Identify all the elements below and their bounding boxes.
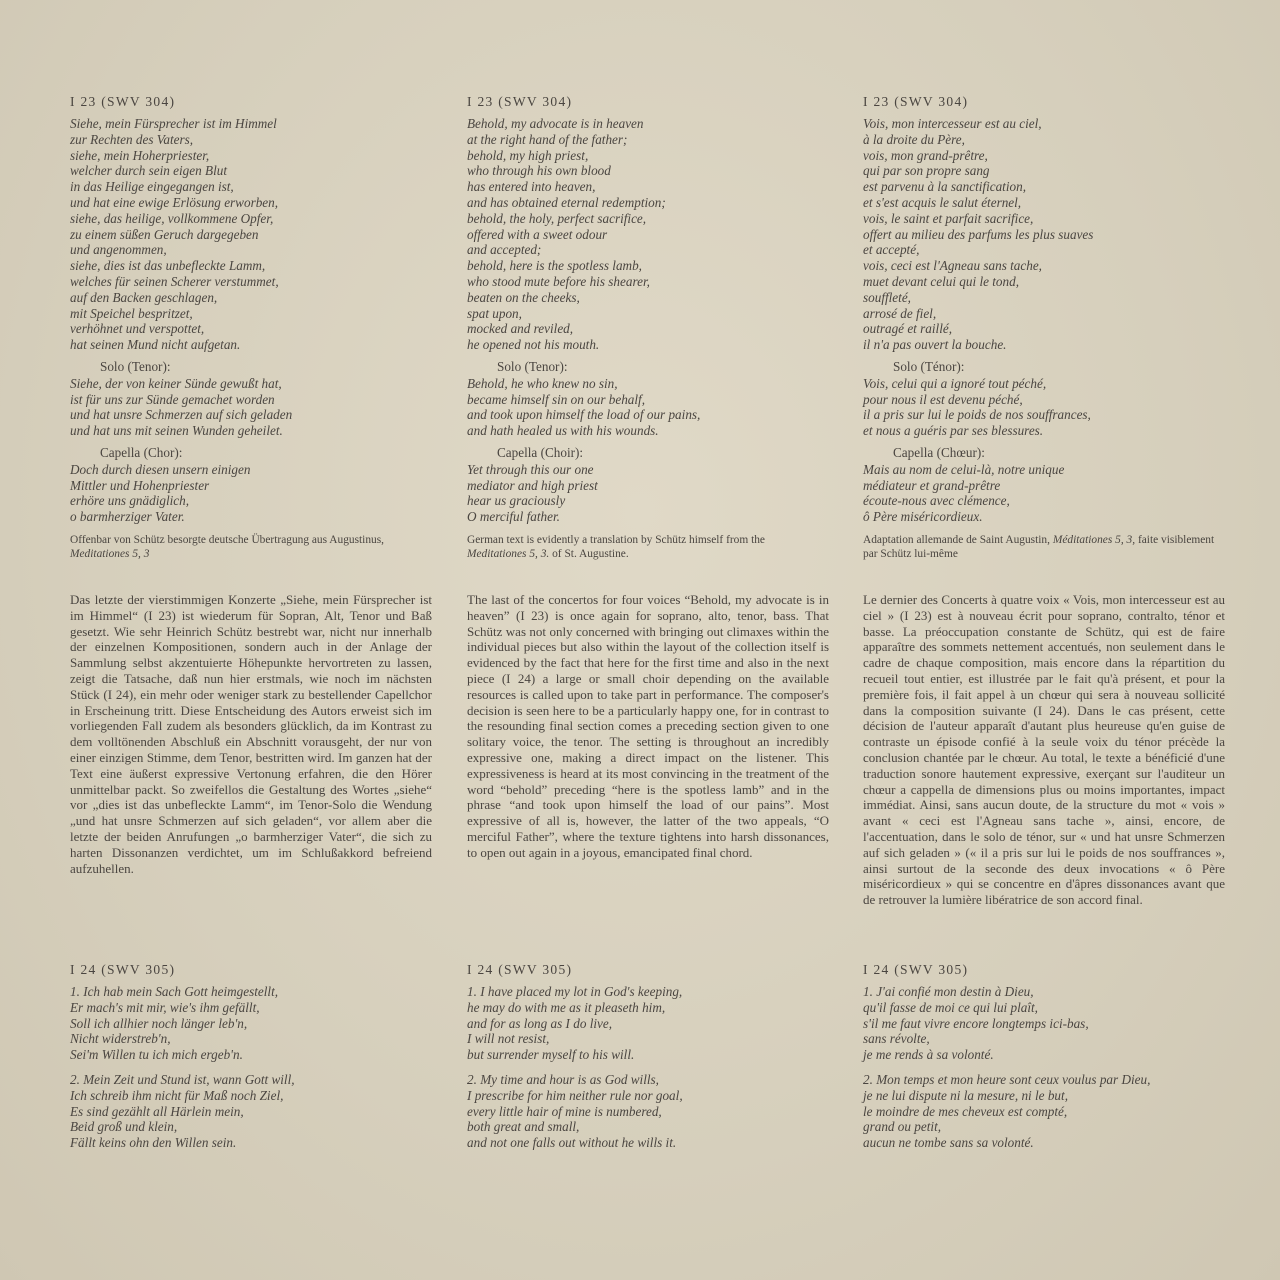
solo-lines [467,376,829,439]
line: Sei'm Willen tu ich mich ergeb'n. [70,1047,243,1063]
commentary-english [467,592,829,861]
line: in das Heilige eingegangen ist, [70,179,234,195]
line: Behold, my advocate is in heaven [467,116,644,131]
note-text: German text is evidently a translation by Schütz himself from the [467,533,765,546]
note-text: Adaptation allemande de Saint Augustin, [863,533,1050,546]
german-text-i24 [70,962,432,1151]
verse-2 [70,1072,432,1151]
line: qui par son propre sang [863,163,990,179]
line: il n'a pas ouvert la bouche. [863,337,1007,353]
german-text-i23 [70,94,432,561]
line: und hat eine ewige Erlösung erworben, [70,194,279,210]
capella-label: Capella (Chor): [100,444,183,460]
line: and hath healed us with his wounds. [467,423,659,439]
line: zu einem süßen Geruch dargegeben [70,226,259,242]
line: offert au milieu des parfums les plus suaves [863,226,1094,242]
line: qu'il fasse de moi ce qui lui plaît, [863,999,1038,1015]
line: écoute-nous avec clémence, [863,493,1010,509]
line: Nicht widerstreb'n, [70,1031,171,1047]
line: hat seinen Mund nicht aufgetan. [70,337,241,353]
line: siehe, dies ist das unbefleckte Lamm, [70,258,266,274]
note-source: Méditationes 5, 3, [1052,533,1136,546]
note-source: Meditationes 5, 3. [467,548,550,561]
line: vois, mon grand-prêtre, [863,147,988,163]
line: spat upon, [467,305,522,321]
line: I will not resist, [467,1031,550,1047]
line: Mittler und Hohenpriester [70,477,210,493]
line: souffleté, [863,289,911,305]
line: behold, here is the spotless lamb, [467,258,642,274]
commentary-german [70,592,432,876]
line: je ne lui dispute ni la mesure, ni le but, [863,1087,1068,1103]
poem-lines [863,116,1225,353]
line: Yet through this our one [467,461,594,477]
line: welcher durch sein eigen Blut [70,163,227,179]
english-text-i23 [467,94,829,561]
line: médiateur et grand-prêtre [863,477,1001,493]
line: he may do with me as it pleaseth him, [467,999,666,1015]
line: Vois, celui qui a ignoré tout péché, [863,375,1047,391]
note-source: Meditationes 5, 3 [70,548,150,561]
heading-i24-fr: I 24 (SWV 305) [863,962,969,977]
line: Doch durch diesen unsern einigen [70,461,251,477]
line: et nous a guéris par ses blessures. [863,423,1044,439]
line: outragé et raillé, [863,321,953,337]
line: aucun ne tombe sans sa volonté. [863,1135,1034,1151]
heading-i23-de: I 23 (SWV 304) [70,94,176,109]
line: Soll ich allhier noch länger leb'n, [70,1015,248,1031]
line: 2. Mon temps et mon heure sont ceux voulus par Dieu, [863,1071,1151,1087]
solo-label: Solo (Ténor): [893,358,965,374]
line: vois, le saint et parfait sacrifice, [863,210,1034,226]
line: o barmherziger Vater. [70,509,185,525]
verse-2 [467,1072,829,1151]
line: became himself sin on our behalf, [467,391,646,407]
line: vois, ceci est l'Agneau sans tache, [863,258,1042,274]
line: Fällt keins ohn den Willen sein. [70,1135,237,1151]
line: both great and small, [467,1119,580,1135]
line: 2. Mein Zeit und Stund ist, wann Gott will, [70,1071,295,1087]
line: und angenommen, [70,242,167,258]
line: 2. My time and hour is as God wills, [467,1071,659,1087]
line: he opened not his mouth. [467,337,600,353]
line: hear us graciously [467,493,566,509]
line: who stood mute before his shearer, [467,273,650,289]
source-note [863,533,1225,561]
solo-label: Solo (Tenor): [497,358,568,374]
line: 1. Ich hab mein Sach Gott heimgestellt, [70,984,279,999]
line: and accepted; [467,242,542,258]
commentary-paragraph: Das letzte der vierstimmigen Konzerte „Siehe, mein Fürsprecher ist im Himmel“ (I 23) ist wiederum für Sopran, Alt, Tenor und Baß gesetzt. Wie sehr Heinrich Schütz bestrebt war, nicht nur innerhalb der einzelnen Kompositionen, sondern auch in der Anlage der Sammlung selbst akzentuierte Höhepunkte hervortreten zu lassen, zeigt die Tatsache, daß nun hier erstmals, wie noch im nächsten Stück (I 24), ein mehr oder weniger stark zu bestellender Capellchor in Erscheinung tritt. Diese Entscheidung des Autors erweist sich im vorliegenden Fall zudem als besonders glücklich, da im Kontrast zu dem volltönenden Abschluß ein Abschnitt vorausgeht, der nur von einer einzigen Stimme, dem Tenor, bestritten wird. Im ganzen hat der Text eine äußerst expressive Vertonung erfahren, die den Hörer unmittelbar packt. So zweifellos die Gestaltung des Wortes „siehe“ vor „dies ist das unbefleckte Lamm“, im Tenor-Solo die Wendung „und hat unsre Schmerzen auf sich geladen“, vor allem aber die letzte der beiden Anrufungen „o barmherziger Vater“, die sich zu harten Dissonanzen verdichtet, um im Schlußakkord befreiend aufzuhellen. [70,592,432,876]
line: offered with a sweet odour [467,226,608,242]
line: à la droite du Père, [863,131,965,147]
capella-label: Capella (Choir): [497,444,584,460]
capella-lines [863,462,1225,525]
line: grand ou petit, [863,1119,942,1135]
line: le moindre de mes cheveux est compté, [863,1103,1068,1119]
line: who through his own blood [467,163,611,179]
line: Beid groß und klein, [70,1119,178,1135]
line: ô Père miséricordieux. [863,509,983,525]
verse-2 [863,1072,1225,1151]
poem-lines [467,116,829,353]
line: Behold, he who knew no sin, [467,375,618,391]
line: 1. I have placed my lot in God's keeping, [467,984,683,999]
line: beaten on the cheeks, [467,289,580,305]
line: muet devant celui qui le tond, [863,273,1020,289]
line: Vois, mon intercesseur est au ciel, [863,116,1042,131]
line: and not one falls out without he wills it. [467,1135,677,1151]
french-text-i23 [863,94,1225,561]
line: but surrender myself to his will. [467,1047,635,1063]
line: and for as long as I do live, [467,1015,613,1031]
line: O merciful father. [467,509,560,525]
line: sans révolte, [863,1031,930,1047]
line: Ich schreib ihm nicht für Maß noch Ziel, [70,1087,284,1103]
line: at the right hand of the father; [467,131,628,147]
line: Siehe, der von keiner Sünde gewußt hat, [70,375,282,391]
source-note [70,533,432,561]
line: siehe, mein Hoherpriester, [70,147,210,163]
solo-label: Solo (Tenor): [100,358,171,374]
line: every little hair of mine is numbered, [467,1103,662,1119]
line: I prescribe for him neither rule nor goal, [467,1087,683,1103]
line: und hat unsre Schmerzen auf sich geladen [70,407,293,423]
french-text-i24 [863,962,1225,1151]
line: pour nous il est devenu péché, [863,391,1023,407]
solo-lines [863,376,1225,439]
english-text-i24 [467,962,829,1151]
line: Mais au nom de celui-là, notre unique [863,461,1065,477]
source-note [467,533,829,561]
note-suffix: of St. Augustine. [549,548,629,561]
solo-lines [70,376,432,439]
verse-1 [467,984,829,1063]
line: and has obtained eternal redemption; [467,194,666,210]
line: behold, the holy, perfect sacrifice, [467,210,647,226]
line: et accepté, [863,242,920,258]
heading-i23-fr: I 23 (SWV 304) [863,94,969,109]
poem-lines [70,116,432,353]
line: auf den Backen geschlagen, [70,289,218,305]
line: Es sind gezählt all Härlein mein, [70,1103,244,1119]
verse-1 [70,984,432,1063]
commentary-french [863,592,1225,908]
line: mocked and reviled, [467,321,574,337]
line: welches für seinen Scherer verstummet, [70,273,279,289]
line: et s'est acquis le salut éternel, [863,194,1022,210]
verse-1 [863,984,1225,1063]
line: Siehe, mein Fürsprecher ist im Himmel [70,116,277,131]
commentary-paragraph: The last of the concertos for four voices “Behold, my advocate is in heaven” (I 23) is once again for soprano, alto, tenor, bass. That Schütz was not only concerned with bringing out climaxes within the individual pieces but also within the layout of the collection itself is evidenced by the fact that here for the first time and also in the next piece (I 24) a large or small choir depending on the available resources is called upon to take part in performance. The composer's decision is seen here to be a particularly happy one, for in contrast to the resounding final section comes a preceding section given to one solitary voice, the tenor. The setting is throughout an incredibly expressive one, making a direct impact on the listener. This expressiveness is heard at its most convincing in the treatment of the word “behold” preceding “here is the spotless lamb” and in the phrase “and took upon himself the load of our pains”. Most expressive of all is, however, the latter of the two appeals, “O merciful Father”, where the texture tightens into harsh dissonances, to open out again in a joyous, emancipated final chord. [467,592,829,860]
heading-i24-en: I 24 (SWV 305) [467,962,573,977]
line: behold, my high priest, [467,147,589,163]
line: and took upon himself the load of our pains, [467,407,701,423]
line: erhöre uns gnädiglich, [70,493,190,509]
line: mediator and high priest [467,477,598,493]
line: est parvenu à la sanctification, [863,179,1026,195]
heading-i23-en: I 23 (SWV 304) [467,94,573,109]
line: s'il me faut vivre encore longtemps ici-bas, [863,1015,1089,1031]
line: verhöhnet und verspottet, [70,321,205,337]
line: arrosé de fiel, [863,305,937,321]
line: Er mach's mit mir, wie's ihm gefällt, [70,999,260,1015]
capella-label: Capella (Chœur): [893,444,985,460]
capella-lines [70,462,432,525]
line: und hat uns mit seinen Wunden geheilet. [70,423,283,439]
note-text: Offenbar von Schütz besorgte deutsche Übertragung aus Augustinus, [70,533,385,546]
line: ist für uns zur Sünde gemachet worden [70,391,275,407]
heading-i24-de: I 24 (SWV 305) [70,962,176,977]
line: mit Speichel bespritzet, [70,305,193,321]
line: siehe, das heilige, vollkommene Opfer, [70,210,274,226]
line: 1. J'ai confié mon destin à Dieu, [863,984,1034,999]
commentary-paragraph: Le dernier des Concerts à quatre voix « Vois, mon intercesseur est au ciel » (I 23) est à nouveau écrit pour soprano, contralto, ténor et basse. La préoccupation constante de Schütz, qui est de faire apparaître des sommets nettement accentués, non seulement dans le cadre de chaque composition, mais encore dans la répartition du recueil tout entier, est illustrée par le fait qu'à présent, et pour la première fois, il fait appel à un chœur qui sera à nouveau sollicité dans la composition suivante (I 24). Dans le cas présent, cette décision de l'auteur apparaît d'autant plus heureuse qu'en guise de contraste un épisode confié à la seule voix du ténor précède la conclusion chantée par le chœur. Au total, le texte a bénéficié d'une traduction sonore hautement expressive, exerçant sur l'auditeur un chœur a cappella de dimensions plus ou moins importantes, impact immédiat. Ainsi, sans aucun doute, de la structure du mot « vois » avant « ceci est l'Agneau sans tache », ainsi, encore, de l'accentuation, dans le solo de ténor, sur « und hat unsre Schmerzen auf sich geladen » (« il a pris sur lui le poids de nos souffrances », ainsi surtout de la seconde des deux invocations « ô Père miséricordieux » qui se concentre en d'âpres dissonances avant que de retrouver la lumière libératrice de son accord final. [863,592,1225,908]
capella-lines [467,462,829,525]
line: je me rends à sa volonté. [863,1047,994,1063]
line: il a pris sur lui le poids de nos souffrances, [863,407,1091,423]
line: has entered into heaven, [467,179,596,195]
line: zur Rechten des Vaters, [70,131,194,147]
note-suffix: faite visiblement par Schütz lui-même [863,533,1215,561]
